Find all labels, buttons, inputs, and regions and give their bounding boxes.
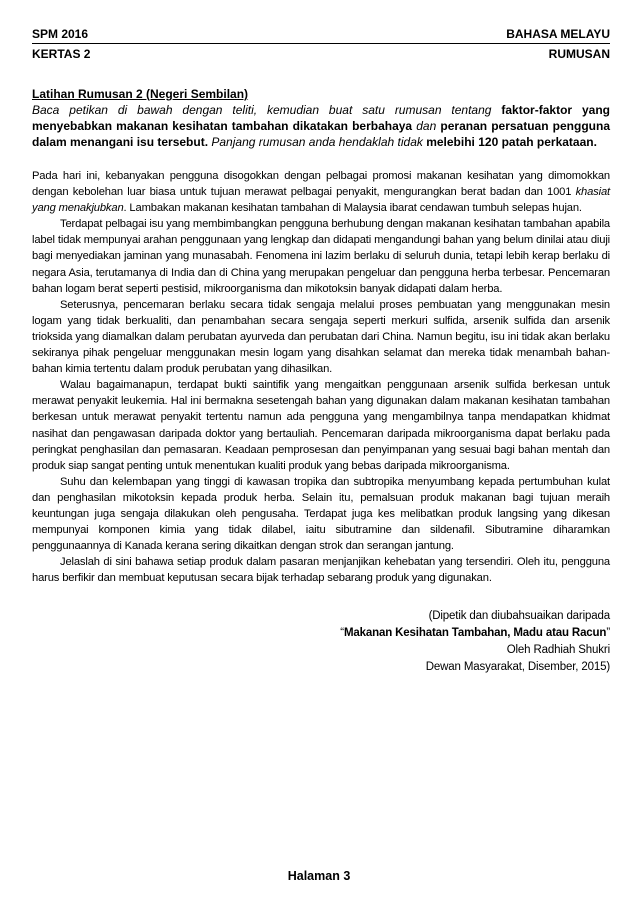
header-divider (32, 43, 610, 44)
header-row-2 (32, 47, 610, 62)
section-label: RUMUSAN (548, 47, 610, 61)
instruction-text-3: Panjang rumusan anda hendaklah tidak (208, 135, 427, 149)
paper-label: KERTAS 2 (32, 47, 91, 61)
page-number: Halaman 3 (287, 869, 351, 883)
task-title: Latihan Rumusan 2 (Negeri Sembilan) (32, 87, 249, 101)
citation-line-1: (Dipetik dan diubahsuaikan daripada (428, 610, 610, 623)
exam-label: SPM 2016 (32, 27, 89, 41)
paragraph-1 (32, 168, 610, 216)
paragraph-5: Suhu dan kelembapan yang tinggi di kawasan tropika dan subtropika menyumbang kepada pertumbuhan kulat dan penghasilan mikotoksin kepada produk herba. Selain itu, pemalsuan produk makanan bagi tujuan meraih keuntungan juga sengaja dilakukan oleh pengusaha. Terdapat juga kes melibatkan produk langsing yang dikesan mempunyai komponen kimia yang tidak dilabel, iaitu sibutramine dan sildenafil. Sibutramine diharamkan penggunaannya di Kanada kerana sering dikaitkan dengan strok dan serangan jantung. (32, 475, 610, 553)
citation (32, 608, 610, 676)
instruction-bold-3: melebihi 120 patah perkataan. (426, 135, 597, 149)
paragraph-4: Walau bagaimanapun, terdapat bukti saintifik yang mengaitkan penggunaan arsenik sulfida berkesan untuk merawat penyakit leukemia. Hal ini bermakna sesetengah bahan yang digunakan dalam makanan kesihatan tambahan berkesan untuk merawat penyakit tertentu namun ada pengguna yang mengambilnya tanpa mendapatkan khidmat nasihat dan pengawasan daripada doktor yang bertauliah. Pencemaran daripada mikroorganisma dapat berlaku pada peringkat penghasilan dan pemasaran. Keadaan pemprosesan dan penyimpanan yang sesuai bagi bahan mentah dan produk siap sangat penting untuk menentukan kualiti produk yang bebas daripada mikroorganisma. (32, 379, 610, 472)
instruction-bold-1: faktor-faktor yang menyebabkan makanan kesihatan tambahan dikatakan berbahaya (32, 103, 610, 133)
subject-label: BAHASA MELAYU (506, 27, 610, 41)
passage (32, 168, 610, 586)
citation-publisher: Dewan Masyarakat, Disember, 2015) (425, 661, 610, 674)
paragraph-3: Seterusnya, pencemaran berlaku secara tidak sengaja melalui proses pembuatan yang menggunakan mesin logam yang tidak berkualiti, dan penambahan secara sengaja seperti merkuri sulfida, arsenik sulfida dan arsenik trioksida yang diamalkan dalam perubatan ayurveda dan perubatan dari China. Namun begitu, isu ini tidak akan berlaku sekiranya pihak pengeluar menggunakan mesin logam yang disahkan selamat dan mereka tidak menambah bahan-bahan kimia tertentu dalam produk perubatan yang dihasilkan. (32, 298, 610, 376)
citation-title-line (32, 625, 610, 642)
quote-open: “ (340, 627, 344, 640)
document-page (32, 27, 610, 676)
paragraph-1-italic: khasiat yang menakjubkan (32, 186, 610, 215)
paragraph-1-text-a: Pada hari ini, kebanyakan pengguna disogokkan dengan pelbagai promosi makanan kesihatan yang dimomokkan dengan kebolehan luar biasa untuk tujuan merawat pelbagai penyakit, mengurangkan berat badan dan 1001 (32, 170, 610, 199)
instruction-text-1: Baca petikan di bawah dengan teliti, kemudian buat satu rumusan tentang (32, 103, 502, 117)
task-instructions (32, 86, 610, 150)
instruction-bold-2: peranan persatuan pengguna dalam menangani isu tersebut. (32, 119, 610, 149)
header-row-1 (32, 27, 610, 42)
instruction-text-2: dan (412, 119, 441, 133)
quote-close: ” (606, 627, 610, 640)
paragraph-1-text-b: . Lambakan makanan kesihatan tambahan di Malaysia ibarat cendawan tumbuh selepas hujan. (123, 202, 582, 215)
paragraph-6: Jelaslah di sini bahawa setiap produk dalam pasaran menjanjikan kehebatan yang tersendiri. Oleh itu, pengguna harus berfikir dan membuat keputusan secara bijak terhadap sebarang produk yang digunakan. (32, 556, 610, 585)
paragraph-2: Terdapat pelbagai isu yang membimbangkan pengguna berhubung dengan makanan kesihatan tambahan apabila label tidak mempunyai arahan penggunaan yang lengkap dan didapati mengandungi bahan yang belum dinilai atau diuji bagi menyediakan jaminan yang munasabah. Fenomena ini lazim berlaku di seluruh dunia, tetapi lebih kerap berlaku di negara Asia, terutamanya di India dan di China yang merupakan pengeluar dan pengguna herba terbesar. Pencemaran bahan logam berat seperti pestisid, mikroorganisma dan mikotoksin banyak didapati dalam herba. (32, 218, 610, 295)
citation-author: Oleh Radhiah Shukri (506, 644, 610, 657)
citation-title: Makanan Kesihatan Tambahan, Madu atau Racun (343, 627, 607, 640)
